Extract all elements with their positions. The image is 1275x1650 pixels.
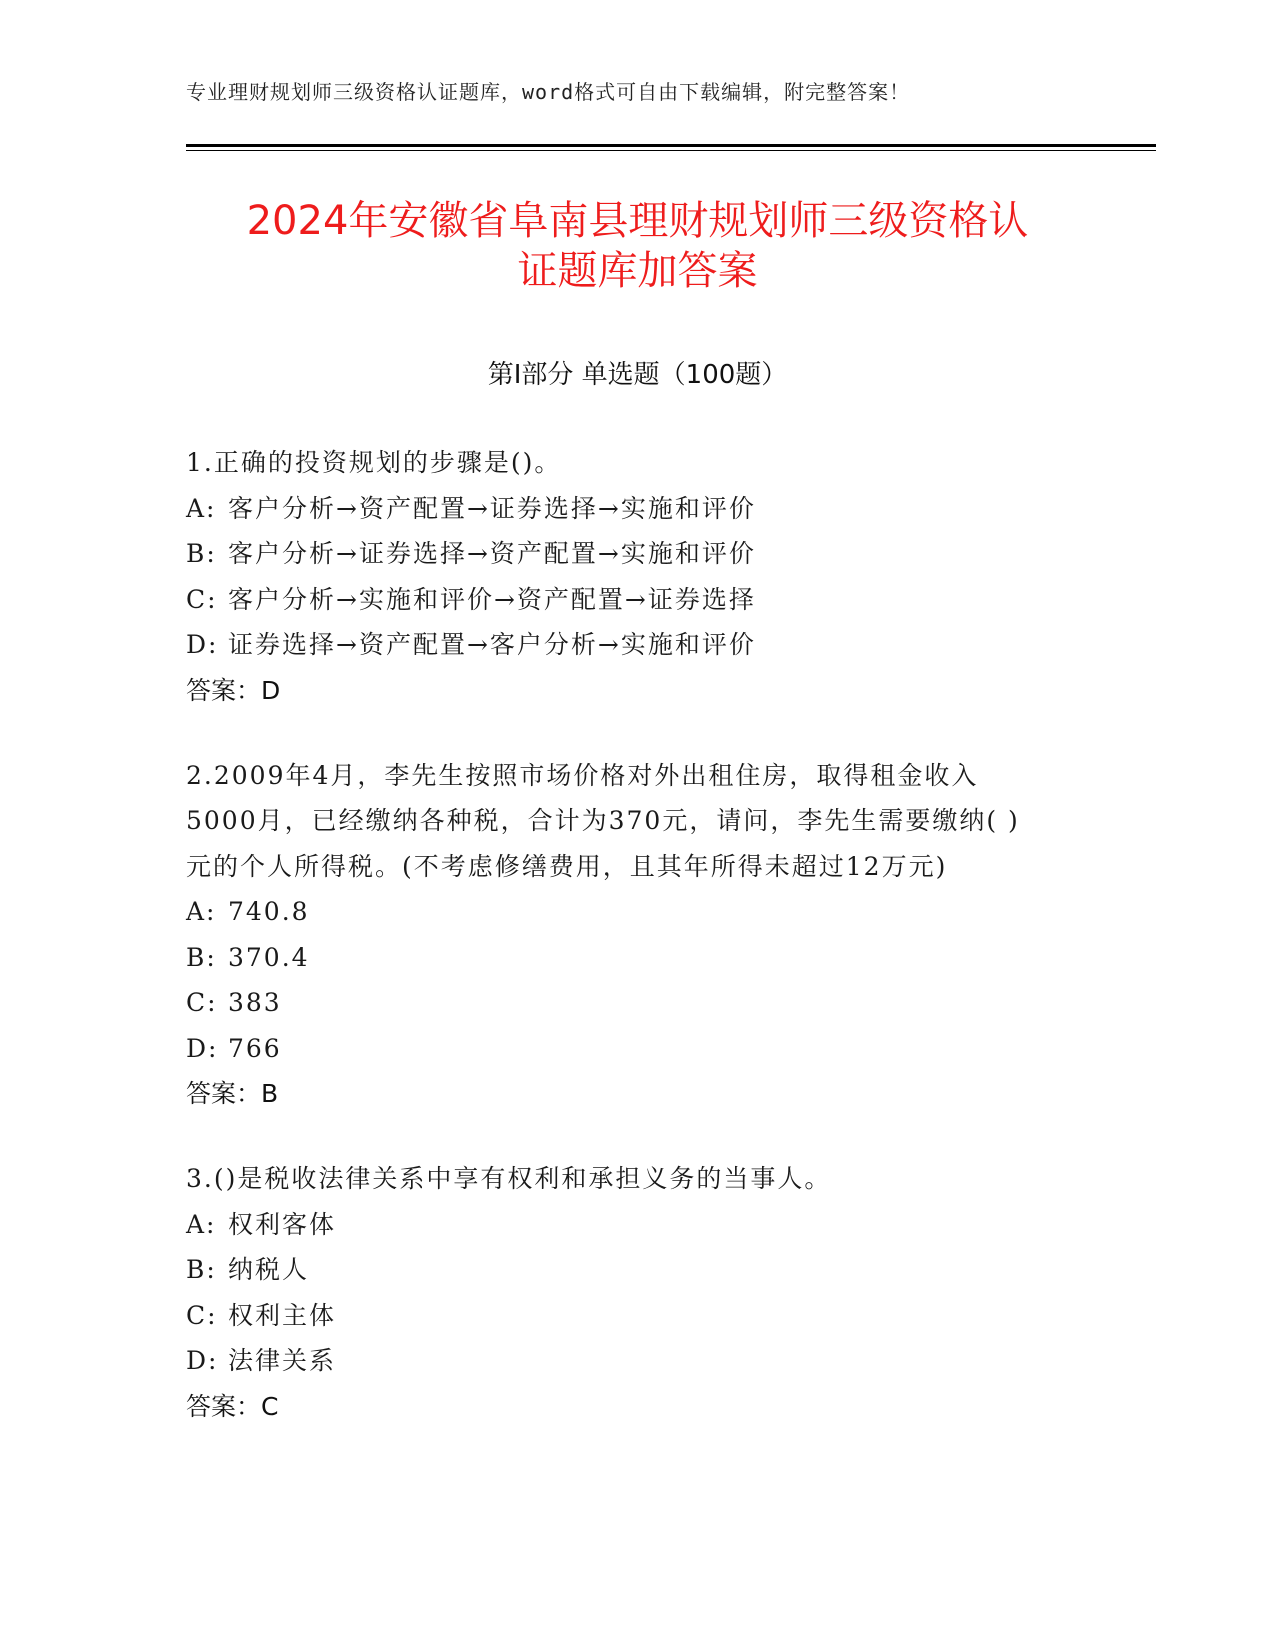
question-stem-line-1: 2.2009年4月，李先生按照市场价格对外出租住房，取得租金收入 [186, 760, 979, 790]
header-rule-thin [186, 150, 1156, 151]
question-2 [186, 753, 1086, 1117]
answer: 答案：B [186, 1079, 279, 1108]
option-letter: A: [186, 493, 217, 523]
option-letter: C: [186, 988, 218, 1017]
option-c [186, 1293, 1086, 1339]
option-b [186, 531, 1086, 577]
option-text: 客户分析→资产配置→证券选择→实施和评价 [228, 493, 756, 523]
option-c [186, 980, 1086, 1026]
question-stem: 3.()是税收法律关系中享有权利和承担义务的当事人。 [186, 1164, 832, 1193]
option-d [186, 1338, 1086, 1384]
option-text: 370.4 [228, 942, 310, 972]
question-stem-line-3: 元的个人所得税。(不考虑修缮费用，且其年所得未超过12万元) [186, 851, 948, 881]
option-text: 客户分析→实施和评价→资产配置→证券选择 [228, 584, 756, 614]
option-text: 纳税人 [228, 1255, 310, 1284]
header-rule-thick [186, 144, 1156, 147]
option-d [186, 622, 1086, 668]
option-text: 383 [228, 988, 282, 1017]
option-text: 法律关系 [228, 1346, 337, 1375]
option-letter: C: [186, 584, 218, 614]
option-a [186, 486, 1086, 532]
option-letter: B: [186, 539, 217, 568]
header-note: 专业理财规划师三级资格认证题库，word格式可自由下载编辑，附完整答案！ [186, 80, 911, 104]
title-line-1: 2024年安徽省阜南县理财规划师三级资格认 [246, 198, 1029, 244]
document-title [150, 196, 1125, 296]
title-line-2: 证题库加答案 [517, 248, 758, 294]
option-a [186, 889, 1086, 935]
question-3 [186, 1156, 1086, 1429]
option-b [186, 1247, 1086, 1293]
option-text: 权利主体 [228, 1300, 337, 1330]
option-text: 766 [228, 1033, 282, 1063]
option-letter: B: [186, 942, 217, 972]
question-list [186, 440, 1086, 1469]
option-letter: C: [186, 1300, 218, 1330]
option-text: 证券选择→资产配置→客户分析→实施和评价 [228, 630, 756, 659]
option-c [186, 577, 1086, 623]
section-heading: 第Ⅰ部分 单选题（100题） [487, 360, 788, 390]
option-letter: D: [186, 1346, 219, 1375]
option-text: 权利客体 [228, 1209, 337, 1239]
option-letter: D: [186, 630, 219, 659]
question-1 [186, 440, 1086, 713]
question-stem-line-2: 5000月，已经缴纳各种税，合计为370元，请问，李先生需要缴纳( ) [186, 806, 1020, 835]
question-stem: 1.正确的投资规划的步骤是()。 [186, 448, 562, 477]
option-letter: B: [186, 1255, 217, 1284]
option-d [186, 1026, 1086, 1072]
answer: 答案：D [186, 675, 281, 705]
option-a [186, 1202, 1086, 1248]
answer: 答案：C [186, 1391, 279, 1421]
option-b [186, 935, 1086, 981]
option-letter: A: [186, 1209, 217, 1239]
option-letter: D: [186, 1033, 219, 1063]
option-text: 740.8 [228, 897, 310, 926]
option-text: 客户分析→证券选择→资产配置→实施和评价 [228, 539, 756, 568]
option-letter: A: [186, 897, 217, 926]
